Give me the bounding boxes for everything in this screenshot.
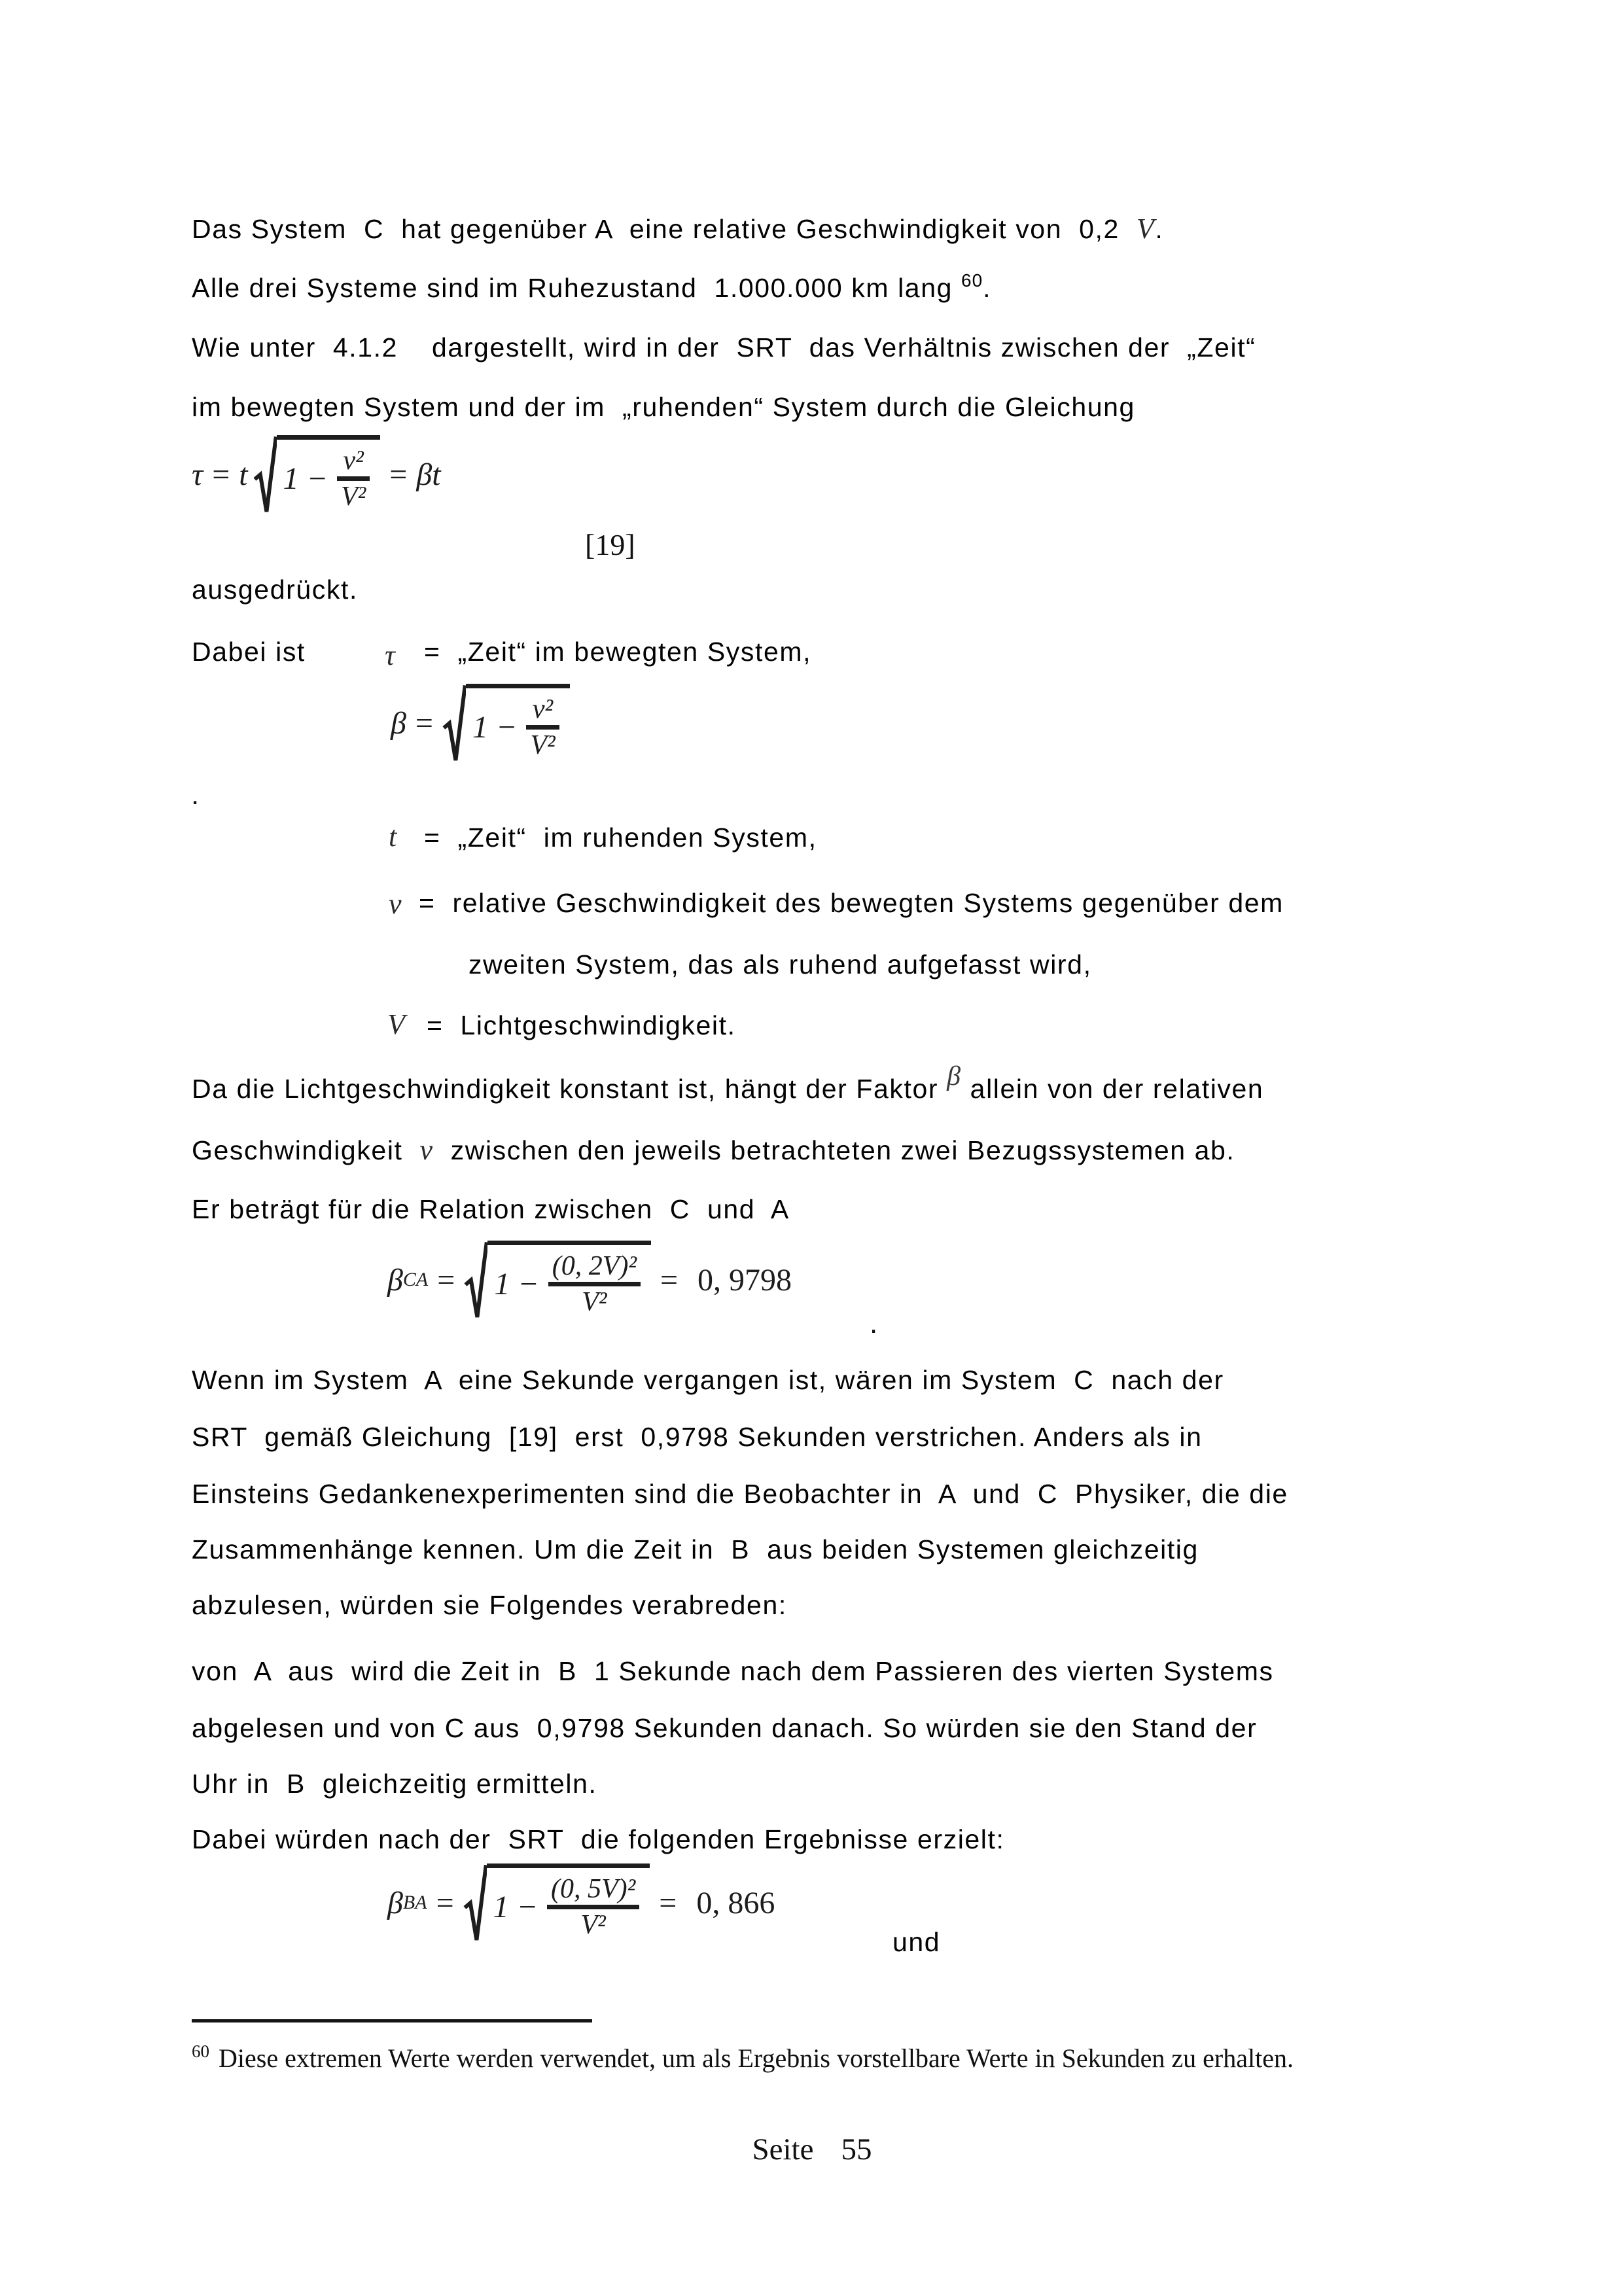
velocity-V-symbol: V: [1136, 213, 1156, 245]
equals-sign: =: [436, 1885, 454, 1920]
radicand: [487, 1241, 651, 1320]
para4-line4: Dabei würden nach der SRT die folgenden Ergebnisse erzielt:: [192, 1824, 1005, 1854]
period-after-beta-ca: .: [870, 1307, 878, 1339]
denominator-V2: V²: [341, 482, 366, 512]
square-root: [253, 435, 381, 514]
equals-sign: =: [415, 705, 433, 741]
para1-line3: Wie unter 4.1.2 dargestellt, wird in der SRT das Verhältnis zwischen der „Zeit“: [192, 332, 1256, 362]
equals-sign: =: [659, 1885, 677, 1920]
page-number: 55: [841, 2132, 872, 2166]
page-footer: [0, 2132, 1624, 2167]
footnote-ref-60: 60: [961, 270, 983, 291]
fraction: [547, 1873, 639, 1941]
beta-ca-formula: [387, 1241, 792, 1320]
radicand: [487, 1863, 650, 1943]
para3-line1: Wenn im System A eine Sekunde vergangen ist, wären im System C nach der: [192, 1365, 1224, 1395]
subscript-CA: CA: [402, 1269, 429, 1291]
footer-label: Seite: [752, 2132, 814, 2166]
equals-sign: =: [660, 1262, 679, 1298]
equation-19: [192, 435, 441, 514]
V-symbol: V: [387, 1008, 405, 1040]
beta-symbol: β: [387, 1262, 403, 1298]
dabei-ist-label: Dabei ist: [192, 637, 306, 667]
beta-ba-formula: [387, 1863, 775, 1943]
para1-line2-text: Alle drei Systeme sind im Ruhezustand 1.000.000 km lang: [192, 273, 961, 303]
square-root: [464, 1241, 651, 1320]
denominator-V2: V²: [582, 1287, 607, 1318]
stray-period: .: [191, 779, 200, 811]
para1-line1-text: Das System C hat gegenüber A eine relative Geschwindigkeit von 0,2: [192, 214, 1137, 244]
tau-symbol: τ: [385, 639, 395, 671]
para1-line2-period: .: [983, 273, 992, 303]
beta-t: βt: [416, 457, 441, 492]
t-definition: = „Zeit“ im ruhenden System,: [424, 822, 817, 853]
one-minus: 1 −: [494, 1267, 539, 1302]
beta-symbol: β: [387, 1885, 403, 1920]
radical-sign-icon: [442, 684, 466, 763]
dabei-ist-definition: = „Zeit“ im bewegten System,: [424, 637, 812, 667]
numerator-v2: v²: [532, 694, 554, 724]
para2-line1-post: allein von der relativen: [961, 1074, 1264, 1104]
result-0-866: 0, 866: [696, 1885, 775, 1920]
V-definition: = Lichtgeschwindigkeit.: [427, 1010, 736, 1040]
one-minus: 1 −: [283, 461, 328, 497]
tau-symbol: τ: [192, 457, 203, 492]
equation-19-label: [19]: [585, 528, 635, 561]
para2-line2-pre: Geschwindigkeit: [192, 1135, 420, 1165]
fraction-bar: [526, 725, 559, 730]
v-symbol: v: [389, 888, 402, 920]
para1-line1: [192, 212, 1163, 247]
para2-line2-post: zwischen den jeweils betrachteten zwei Bezugssystemen ab.: [433, 1135, 1235, 1165]
one-minus: 1 −: [472, 710, 518, 745]
numerator-v2: v²: [343, 446, 364, 476]
para2-line1-pre: Da die Lichtgeschwindigkeit konstant ist, hängt der Faktor: [192, 1074, 947, 1104]
para2-line3: Er beträgt für die Relation zwischen C und A: [192, 1194, 790, 1224]
equals-sign: =: [212, 457, 230, 492]
para4-line2: abgelesen und von C aus 0,9798 Sekunden danach. So würden sie den Stand der: [192, 1713, 1258, 1743]
radicand: [466, 684, 570, 763]
equals-sign: =: [389, 457, 408, 492]
square-root: [463, 1863, 650, 1943]
fraction-bar: [548, 1282, 641, 1286]
fraction: [526, 694, 559, 762]
radical-sign-icon: [464, 1241, 487, 1320]
denominator-V2: V²: [530, 730, 556, 761]
para4-line3: Uhr in B gleichzeitig ermitteln.: [192, 1769, 597, 1799]
para3-line2: SRT gemäß Gleichung [19] erst 0,9798 Sekunden verstrichen. Anders als in: [192, 1422, 1203, 1452]
para4-line1: von A aus wird die Zeit in B 1 Sekunde nach dem Passieren des vierten Systems: [192, 1656, 1274, 1686]
para1-line1-period: .: [1155, 214, 1164, 244]
para2-line1: [192, 1061, 1264, 1106]
ausgedrueckt-line: ausgedrückt.: [192, 574, 358, 605]
radical-sign-icon: [463, 1863, 487, 1943]
t-symbol: t: [239, 457, 248, 492]
para3-line3: Einsteins Gedankenexperimenten sind die Beobachter in A und C Physiker, die die: [192, 1479, 1288, 1509]
one-minus: 1 −: [493, 1890, 538, 1925]
numerator-02V: (0, 2V)²: [552, 1251, 637, 1281]
v-definition-cont: zweiten System, das als ruhend aufgefasst wird,: [468, 949, 1092, 980]
footnote-text: Diese extremen Werte werden verwendet, um als Ergebnis vorstellbare Werte in Sekunden zu erhalten.: [219, 2043, 1294, 2073]
beta-symbol: β: [947, 1061, 962, 1091]
beta-symbol: β: [391, 705, 406, 741]
fraction: [548, 1250, 641, 1318]
square-root: [442, 684, 570, 763]
fraction: [337, 445, 370, 513]
fraction-bar: [547, 1905, 639, 1909]
para3-line5: abzulesen, würden sie Folgendes verabreden:: [192, 1590, 787, 1620]
v-definition: = relative Geschwindigkeit des bewegten Systems gegenüber dem: [419, 888, 1284, 918]
radical-sign-icon: [253, 435, 277, 514]
denominator-V2: V²: [580, 1910, 606, 1941]
subscript-BA: BA: [402, 1892, 427, 1914]
result-0-9798: 0, 9798: [697, 1262, 792, 1298]
para1-line2: [192, 272, 991, 304]
und-connector: und: [892, 1927, 941, 1957]
para3-line4: Zusammenhänge kennen. Um die Zeit in B aus beiden Systemen gleichzeitig: [192, 1534, 1199, 1564]
numerator-05V: (0, 5V)²: [551, 1874, 636, 1904]
footnote-number: 60: [192, 2041, 209, 2061]
para2-line2: [192, 1133, 1235, 1168]
para1-line4: im bewegten System und der im „ruhenden“ System durch die Gleichung: [192, 392, 1135, 422]
beta-definition-formula: [391, 684, 570, 763]
radicand: [277, 435, 381, 514]
fraction-bar: [337, 476, 370, 481]
equals-sign: =: [437, 1262, 455, 1298]
footnote-divider: [192, 2019, 592, 2022]
footnote: [192, 2043, 1294, 2074]
t-symbol: t: [389, 821, 397, 853]
v-symbol: v: [419, 1134, 434, 1166]
